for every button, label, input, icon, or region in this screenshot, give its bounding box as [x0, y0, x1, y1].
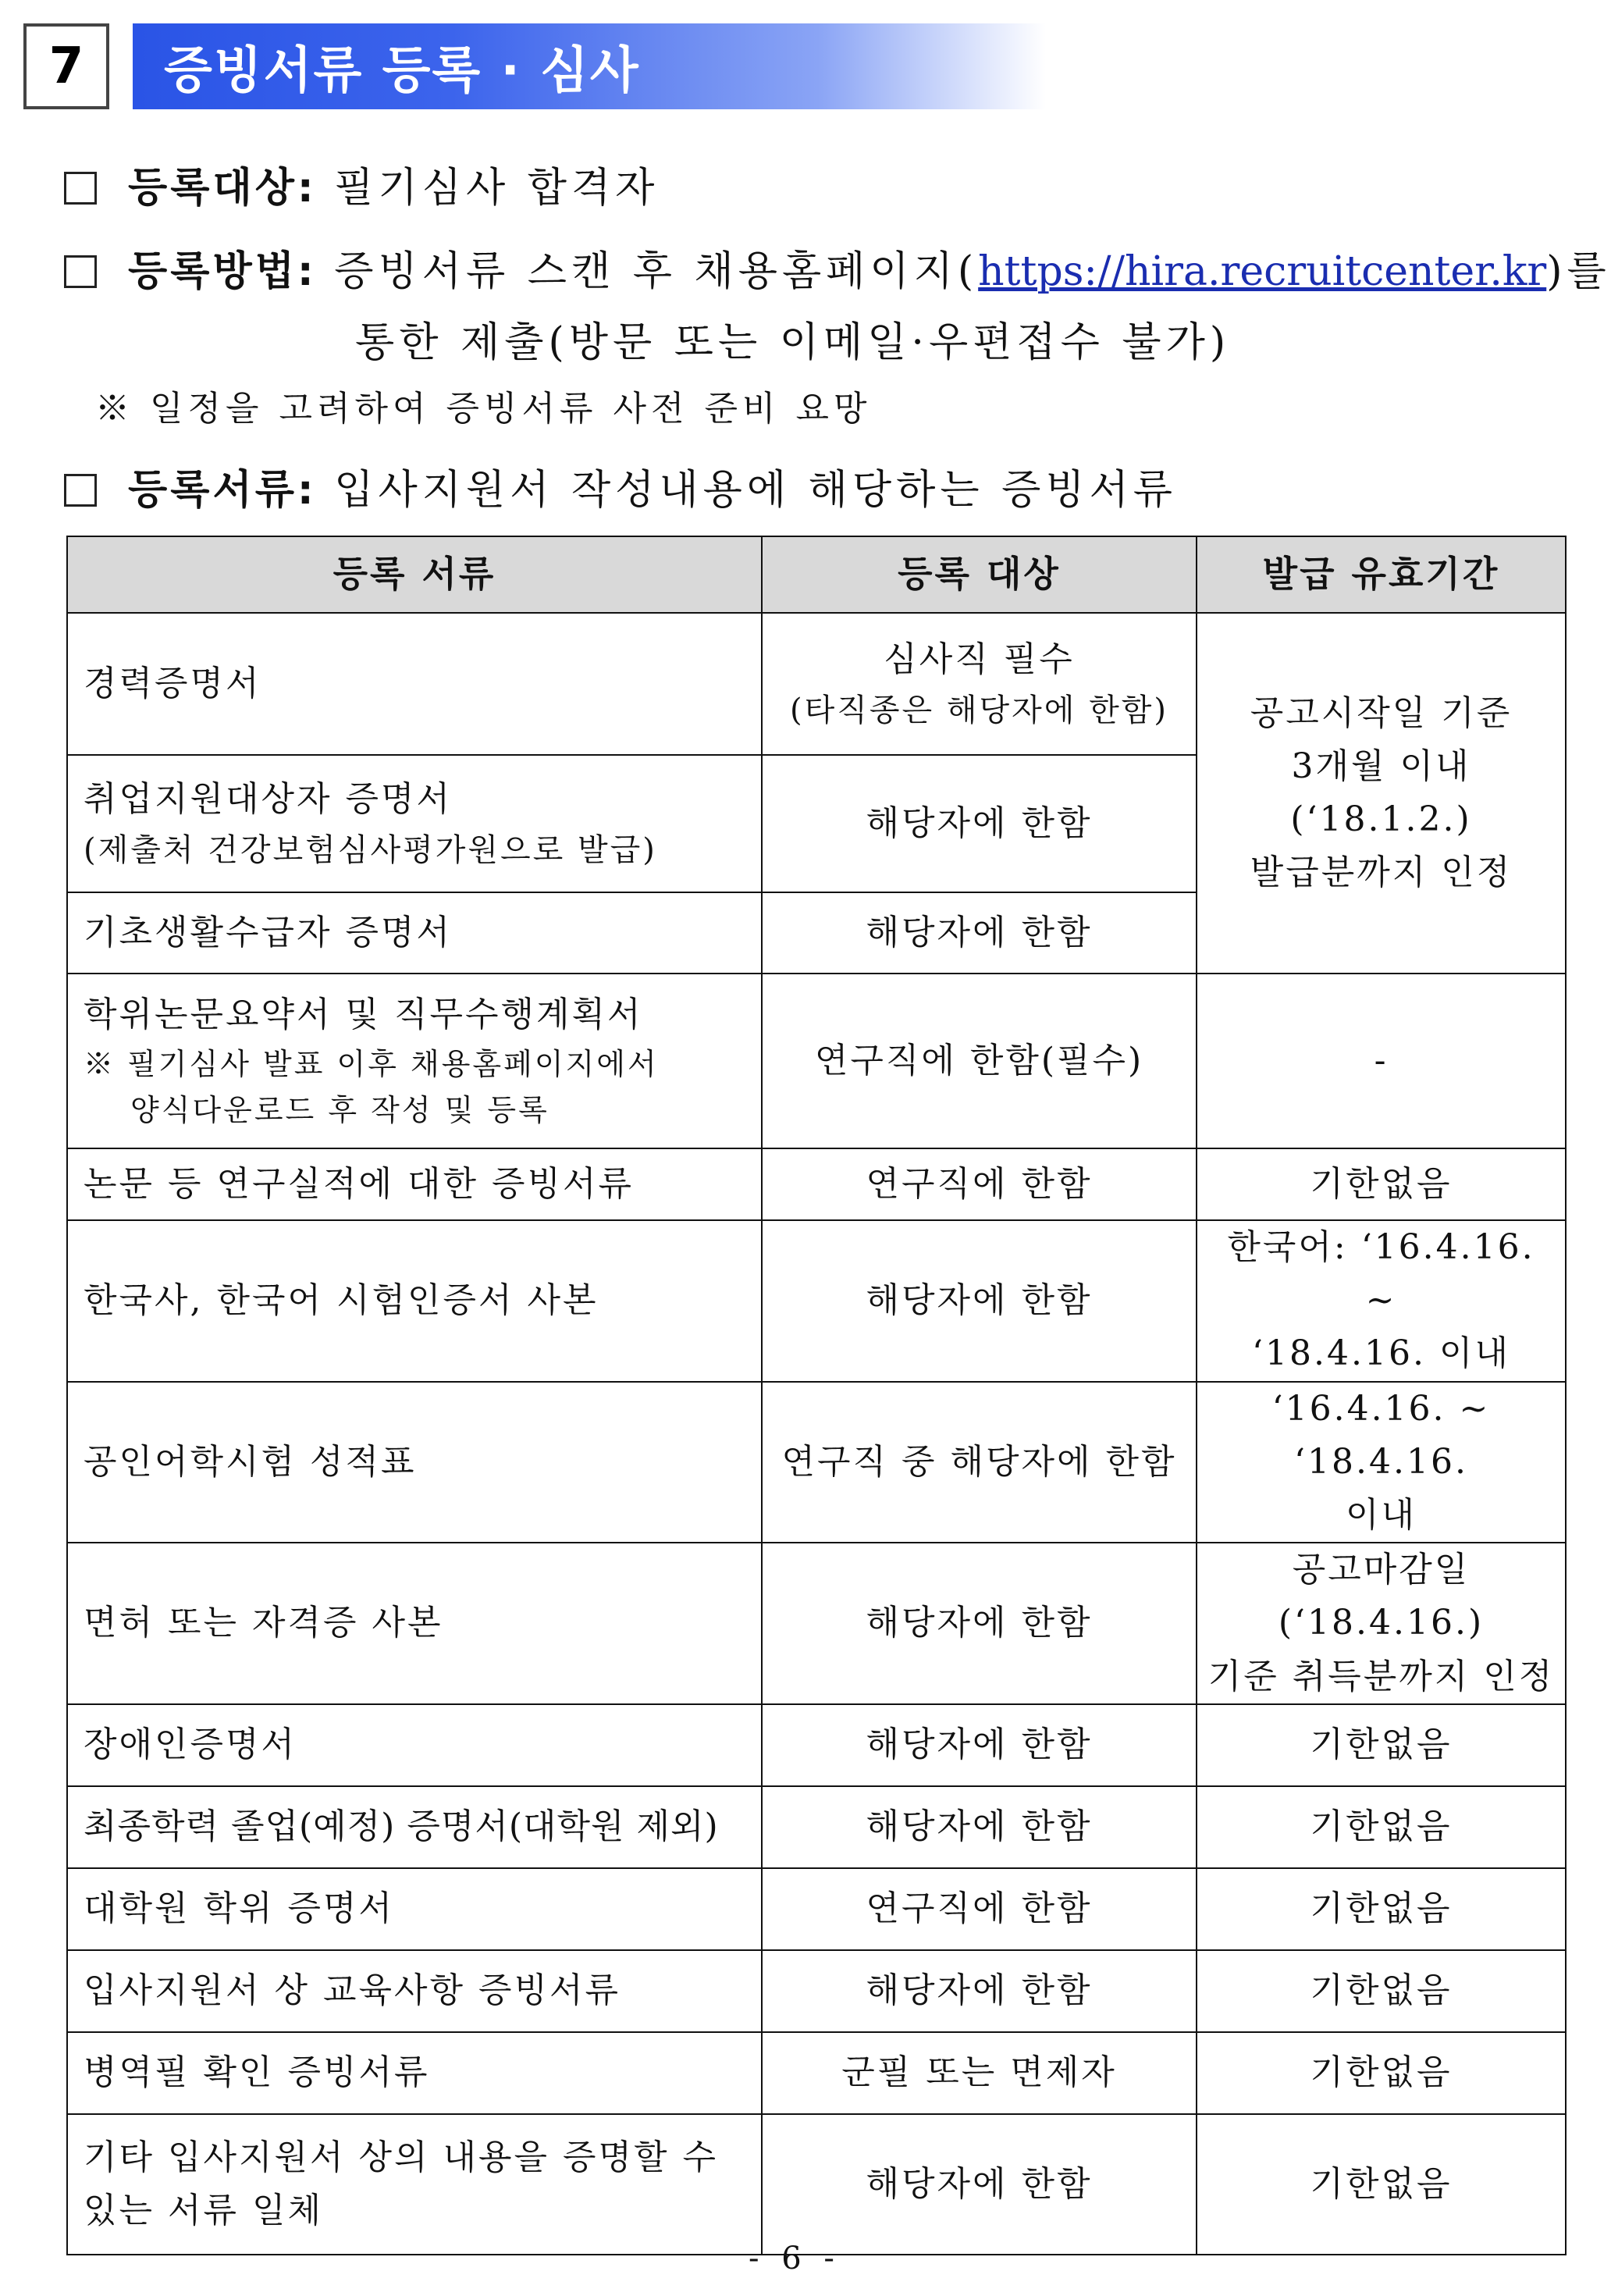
table-row: [67, 974, 1566, 1148]
checkbox-icon: [64, 474, 97, 507]
bullet-text: 필기심사 합격자: [334, 165, 660, 212]
doc-text: 있는 서류 일체: [84, 2190, 323, 2230]
bullet-documents: [64, 457, 1177, 515]
doc-cell: 논문 등 연구실적에 대한 증빙서류: [67, 1148, 762, 1220]
target-cell: 해당자에 한함: [762, 1704, 1197, 1786]
validity-cell: 기한없음: [1197, 1950, 1566, 2032]
validity-merged-cell: [1197, 613, 1566, 974]
doc-cell: 최종학력 졸업(예정) 증명서(대학원 제외): [67, 1786, 762, 1868]
bullet-method-continuation: 통한 제출(방문 또는 이메일·우편접수 불가): [355, 319, 1231, 366]
checkbox-icon: [64, 172, 97, 205]
bullet-target: [64, 155, 659, 213]
table-row: [67, 1220, 1566, 1382]
table-row: [67, 1148, 1566, 1220]
target-cell: 군필 또는 면제자: [762, 2032, 1197, 2114]
table-row: [67, 2032, 1566, 2114]
page-number: - 6 -: [749, 2241, 841, 2276]
doc-note: 양식다운로드 후 작성 및 등록: [130, 1093, 549, 1128]
table-row: [67, 1543, 1566, 1704]
doc-cell: [67, 755, 762, 892]
section-title-bar: [133, 23, 1046, 109]
table-row: [67, 1704, 1566, 1786]
doc-cell: 입사지원서 상 교육사항 증빙서류: [67, 1950, 762, 2032]
doc-text: 취업지원대상자 증명서: [84, 778, 453, 819]
doc-cell: 면허 또는 자격증 사본: [67, 1543, 762, 1704]
bullet-label: 등록방법:: [128, 248, 317, 295]
target-text: 심사직 필수: [884, 639, 1075, 679]
target-cell: 해당자에 한함: [762, 892, 1197, 974]
validity-cell: 기한없음: [1197, 2032, 1566, 2114]
doc-cell: 대학원 학위 증명서: [67, 1868, 762, 1950]
table-row: [67, 1868, 1566, 1950]
validity-cell: -: [1197, 974, 1566, 1148]
doc-cell: 경력증명서: [67, 613, 762, 755]
doc-cell: 기초생활수급자 증명서: [67, 892, 762, 974]
target-cell: 연구직에 한함: [762, 1148, 1197, 1220]
bullet-label: 등록대상:: [128, 165, 317, 212]
header-validity: 발급 유효기간: [1197, 536, 1566, 613]
validity-line: 3개월 이내(‘18.1.2.): [1290, 746, 1472, 839]
target-cell: 해당자에 한함: [762, 1220, 1197, 1382]
table-header-row: [67, 536, 1566, 613]
validity-cell: 기한없음: [1197, 1786, 1566, 1868]
validity-cell: 기한없음: [1197, 1148, 1566, 1220]
validity-cell: [1197, 1382, 1566, 1543]
bullet-method: [64, 238, 1611, 297]
validity-line: ‘18.4.16. 이내: [1252, 1333, 1510, 1374]
validity-line: 기준 취득분까지 인정: [1207, 1656, 1555, 1696]
table-row: [67, 2114, 1566, 2255]
validity-line: 공고시작일 기준: [1250, 692, 1513, 733]
header-target: 등록 대상: [762, 536, 1197, 613]
header-document: 등록 서류: [67, 536, 762, 613]
table-row: [67, 1950, 1566, 2032]
table-row: [67, 1382, 1566, 1543]
doc-subtext: (제출처 건강보험심사평가원으로 발급): [84, 832, 657, 869]
validity-cell: 기한없음: [1197, 1868, 1566, 1950]
target-cell: 연구직에 한함(필수): [762, 974, 1197, 1148]
target-cell: 해당자에 한함: [762, 2114, 1197, 2255]
validity-line: 공고마감일(‘18.4.16.): [1278, 1550, 1485, 1643]
doc-cell: 공인어학시험 성적표: [67, 1382, 762, 1543]
target-subtext: (타직종은 해당자에 한함): [789, 692, 1169, 729]
validity-line: ‘16.4.16. ~ ‘18.4.16.: [1271, 1388, 1491, 1482]
target-cell: 해당자에 한함: [762, 1543, 1197, 1704]
doc-cell: 장애인증명서: [67, 1704, 762, 1786]
doc-text: 학위논문요약서 및 직무수행계획서: [84, 995, 643, 1035]
validity-line: 발급분까지 인정: [1250, 853, 1513, 893]
documents-table: [66, 536, 1567, 2255]
bullet-text: 증빙서류 스캔 후 채용홈페이지(: [334, 248, 979, 295]
target-cell: 해당자에 한함: [762, 1786, 1197, 1868]
bullet-text: 입사지원서 작성내용에 해당하는 증빙서류: [334, 467, 1178, 514]
target-cell: [762, 613, 1197, 755]
bullet-label: 등록서류:: [128, 467, 317, 514]
target-cell: 연구직에 한함: [762, 1868, 1197, 1950]
section-number: 7: [23, 23, 109, 109]
validity-line: 이내: [1345, 1494, 1417, 1535]
doc-cell: [67, 2114, 762, 2255]
validity-cell: 기한없음: [1197, 2114, 1566, 2255]
validity-line: 한국어: ‘16.4.16. ~: [1227, 1227, 1535, 1321]
doc-cell: 한국사, 한국어 시험인증서 사본: [67, 1220, 762, 1382]
section-title: 증빙서류 등록 · 심사: [164, 42, 640, 100]
doc-note: ※ 필기심사 발표 이후 채용홈페이지에서: [84, 1047, 659, 1082]
target-cell: 해당자에 한함: [762, 755, 1197, 892]
recruit-site-link[interactable]: https://hira.recruitcenter.kr: [978, 248, 1547, 295]
validity-cell: [1197, 1543, 1566, 1704]
table-row: [67, 1786, 1566, 1868]
bullet-text-after: )를: [1546, 248, 1611, 295]
doc-text: 기타 입사지원서 상의 내용을 증명할 수: [84, 2137, 718, 2177]
checkbox-icon: [64, 255, 97, 288]
doc-cell: [67, 974, 762, 1148]
note-text: ※ 일정을 고려하여 증빙서류 사전 준비 요망: [95, 389, 872, 429]
doc-cell: 병역필 확인 증빙서류: [67, 2032, 762, 2114]
target-cell: 연구직 중 해당자에 한함: [762, 1382, 1197, 1543]
validity-cell: [1197, 1220, 1566, 1382]
target-cell: 해당자에 한함: [762, 1950, 1197, 2032]
validity-cell: 기한없음: [1197, 1704, 1566, 1786]
table-row: [67, 613, 1566, 755]
